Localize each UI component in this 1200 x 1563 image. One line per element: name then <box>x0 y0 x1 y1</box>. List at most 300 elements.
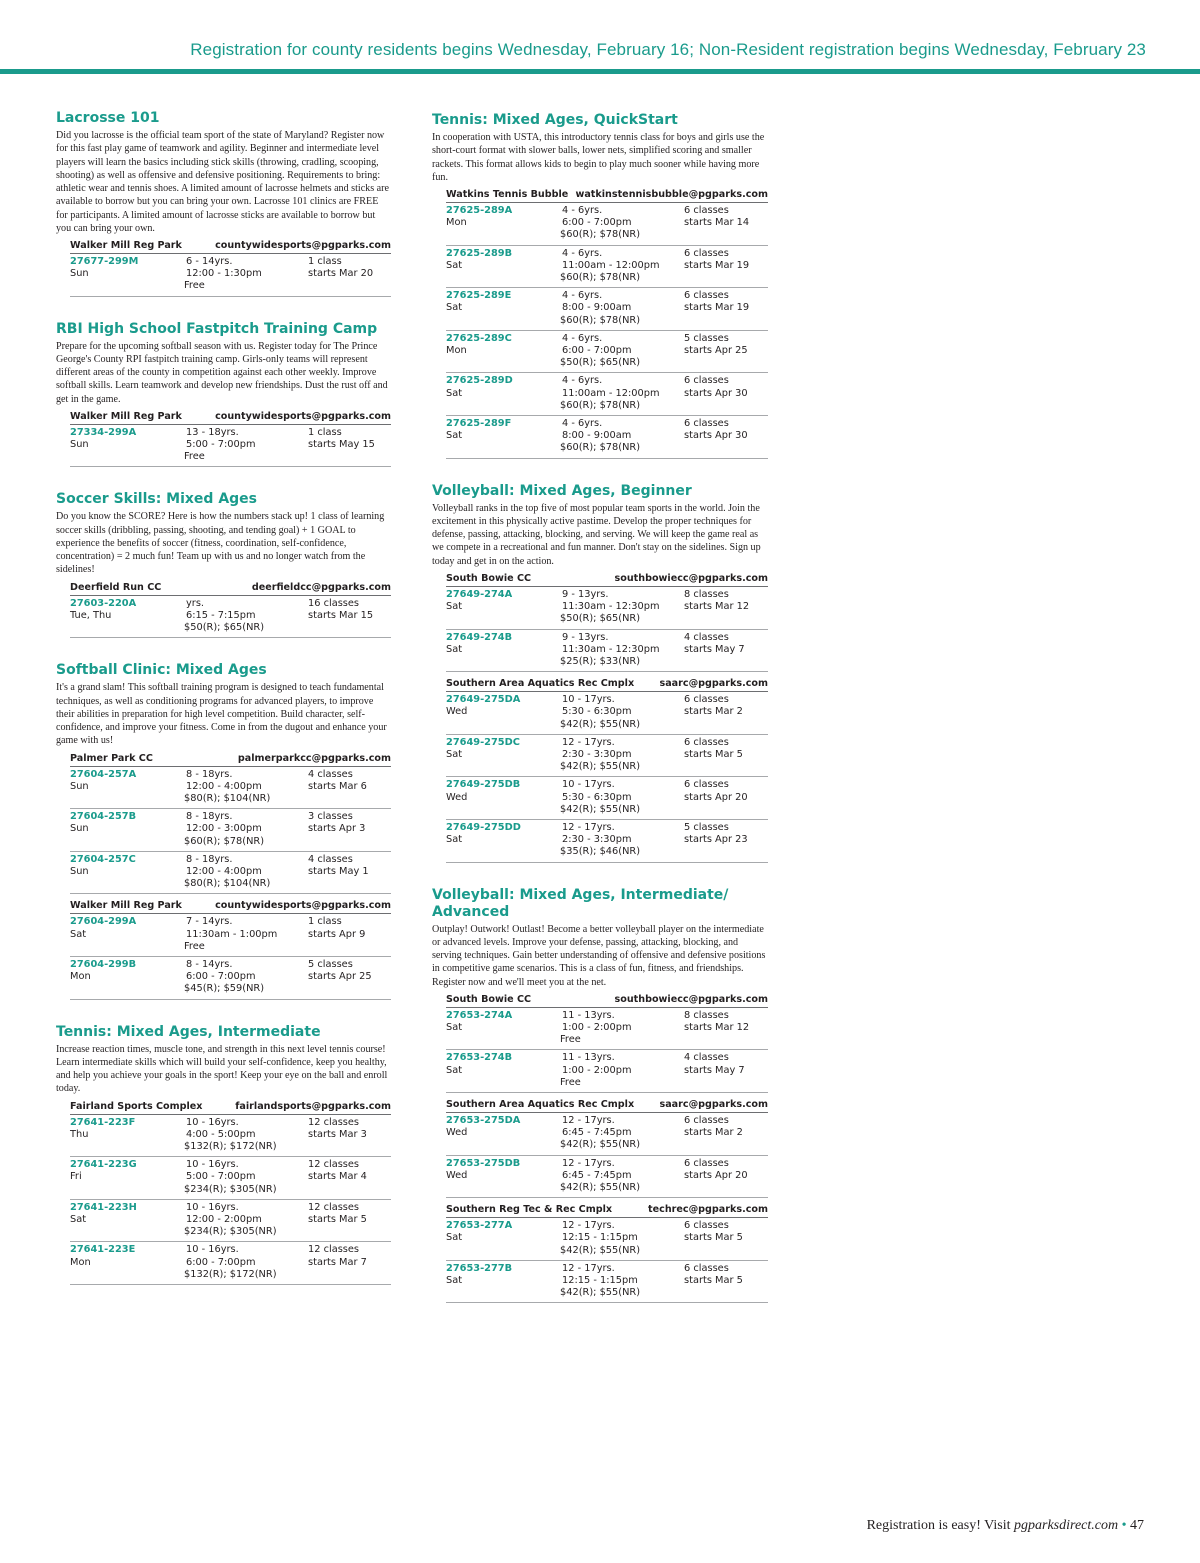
class-row <box>70 767 391 810</box>
class-time: 12:00 - 2:00pm <box>186 1214 262 1226</box>
code-cell <box>70 598 180 622</box>
class-days: Sun <box>70 439 89 451</box>
class-fee: Free <box>184 451 205 463</box>
location-group <box>70 239 391 297</box>
class-ages: 11 - 13yrs. <box>562 1009 615 1021</box>
activity-code-link[interactable]: 27625-289B <box>446 247 513 259</box>
class-time: 12:00 - 4:00pm <box>186 780 262 792</box>
location-header <box>446 993 768 1008</box>
activity-code-link[interactable]: 27603-220A <box>70 597 137 609</box>
code-cell <box>446 290 556 314</box>
class-start: starts Apr 30 <box>684 387 748 399</box>
location-email-link[interactable]: countywidesports@pgparks.com <box>215 410 391 422</box>
location-header <box>70 410 391 425</box>
class-count: 6 classes <box>684 779 729 791</box>
activity-code-link[interactable]: 27649-275DB <box>446 779 521 791</box>
class-ages: yrs. <box>186 597 205 609</box>
activity-code-link[interactable]: 27649-275DA <box>446 694 521 706</box>
class-count: 5 classes <box>684 332 729 344</box>
class-ages: 8 - 18yrs. <box>186 768 233 780</box>
class-time: 6:00 - 7:00pm <box>186 1256 256 1268</box>
class-time: 1:00 - 2:00pm <box>562 1064 632 1076</box>
activity-code-link[interactable]: 27677-299M <box>70 256 139 267</box>
class-time: 12:00 - 3:00pm <box>186 823 262 835</box>
location-name: Fairland Sports Complex <box>70 1100 203 1112</box>
class-fee: $50(R); $65(NR) <box>560 357 641 369</box>
class-count: 5 classes <box>684 821 729 833</box>
class-days: Sat <box>70 928 87 940</box>
class-row <box>70 957 391 1000</box>
class-count: 12 classes <box>308 1201 360 1213</box>
class-start: starts Mar 7 <box>308 1256 367 1268</box>
program-description: Did you lacrosse is the official team sport of the state of Maryland? Register now for this fast play game of teamwork and agility. Beginner and intermediate level players will learn the basics including stick skills (throwing, cradling, scooping, shooting) as well as offensive and defensive positioning. Requirements to bring: athletic wear and tennis shoes. A limited amount of lacrosse helmets and sticks are available to borrow but you can bring your own. Lacrosse 101 clinics are FREE for participants. A limited amount of lacrosse sticks are available to borrow but you can bring your own. <box>56 130 390 234</box>
class-time: 12:00 - 1:30pm <box>186 268 262 280</box>
session-cell <box>684 632 784 656</box>
class-time: 5:00 - 7:00pm <box>186 439 256 451</box>
location-email-link[interactable]: saarc@pgparks.com <box>659 678 768 690</box>
location-name: Palmer Park CC <box>70 752 153 764</box>
location-header <box>70 899 391 914</box>
class-fee: $50(R); $65(NR) <box>560 613 641 625</box>
activity-code-link[interactable]: 27604-257C <box>70 853 136 865</box>
location-email-link[interactable]: saarc@pgparks.com <box>659 1099 768 1111</box>
session-cell <box>308 1244 408 1268</box>
code-cell <box>446 632 556 656</box>
session-cell <box>308 854 408 878</box>
class-fee: Free <box>184 280 205 292</box>
activity-code-link[interactable]: 27649-274A <box>446 588 513 600</box>
activity-code-link[interactable]: 27625-289D <box>446 375 513 387</box>
code-cell <box>446 418 556 442</box>
class-time: 6:00 - 7:00pm <box>562 217 632 229</box>
class-row <box>70 596 391 639</box>
class-fee: $132(R); $172(NR) <box>184 1141 277 1153</box>
activity-code-link[interactable]: 27625-289C <box>446 332 512 344</box>
class-row <box>70 425 391 468</box>
class-time: 4:00 - 5:00pm <box>186 1128 256 1140</box>
program-description: It's a grand slam! This softball training program is designed to teach fundamental techniques, as well as conditioning programs for advanced players, to improve their abilities in preparation for high level competition. Build character, self-confidence, and improve your fitness. Come in from the dugout and enhance your game with us! <box>56 682 387 747</box>
session-cell <box>684 822 784 846</box>
class-start: starts Mar 12 <box>684 1022 750 1034</box>
class-start: starts Mar 12 <box>684 601 750 613</box>
session-cell <box>684 375 784 399</box>
class-start: starts Mar 2 <box>684 1127 743 1139</box>
class-fee: $45(R); $59(NR) <box>184 983 265 995</box>
location-group <box>446 993 768 1093</box>
class-time: 11:30am - 1:00pm <box>186 928 278 940</box>
session-cell <box>684 1115 784 1139</box>
session-cell <box>308 256 408 280</box>
footer-bullet: • <box>1121 1518 1127 1533</box>
schedule-table <box>70 1100 391 1285</box>
location-name: Walker Mill Reg Park <box>70 410 182 422</box>
code-cell <box>446 1263 556 1287</box>
code-cell <box>446 333 556 357</box>
banner-divider <box>0 69 1200 74</box>
class-days: Wed <box>446 706 468 718</box>
class-row <box>446 1261 768 1304</box>
class-days: Sun <box>70 823 89 835</box>
class-days: Mon <box>70 971 91 983</box>
class-time: 8:00 - 9:00am <box>562 430 632 442</box>
activity-code-link[interactable]: 27625-289E <box>446 290 512 302</box>
class-start: starts Mar 6 <box>308 780 367 792</box>
activity-code-link[interactable]: 27604-299A <box>70 916 137 928</box>
program-section <box>56 491 391 638</box>
footer-url-link[interactable]: pgparksdirect.com <box>1014 1518 1119 1533</box>
session-cell <box>684 290 784 314</box>
class-days: Thu <box>70 1128 89 1140</box>
activity-code-link[interactable]: 27604-299B <box>70 959 137 971</box>
session-cell <box>308 769 408 793</box>
class-count: 1 class <box>308 426 342 438</box>
session-cell <box>308 811 408 835</box>
class-days: Sat <box>446 1275 463 1287</box>
class-days: Tue, Thu <box>70 609 112 621</box>
class-ages: 9 - 13yrs. <box>562 631 609 643</box>
location-email-link[interactable]: techrec@pgparks.com <box>648 1204 768 1216</box>
activity-code-link[interactable]: 27649-274B <box>446 631 513 643</box>
class-start: starts Mar 19 <box>684 259 750 271</box>
session-cell <box>308 1117 408 1141</box>
class-time: 6:00 - 7:00pm <box>186 971 256 983</box>
location-email-link[interactable]: countywidesports@pgparks.com <box>215 240 391 251</box>
code-cell <box>446 205 556 229</box>
code-cell <box>446 1158 556 1182</box>
location-header <box>70 752 391 767</box>
class-ages: 4 - 6yrs. <box>562 418 603 430</box>
program-section <box>432 887 768 1304</box>
class-count: 6 classes <box>684 694 729 706</box>
session-cell <box>684 1010 784 1034</box>
class-row <box>446 203 768 246</box>
class-start: starts Mar 5 <box>684 748 743 760</box>
program-title: Volleyball: Mixed Ages, Beginner <box>432 482 692 499</box>
class-row <box>70 1200 391 1243</box>
session-cell <box>684 1220 784 1244</box>
class-start: starts Mar 5 <box>308 1214 367 1226</box>
code-cell <box>70 959 180 983</box>
class-days: Sat <box>446 834 463 846</box>
location-name: Watkins Tennis Bubble <box>446 189 569 200</box>
class-row <box>446 735 768 778</box>
class-start: starts May 1 <box>308 866 369 877</box>
class-ages: 4 - 6yrs. <box>562 290 603 302</box>
program-title: Softball Clinic: Mixed Ages <box>56 662 267 679</box>
registration-banner: Registration for county residents begins Wednesday, February 16; Non-Resident registration begins Wednesday, February 23 <box>190 40 1146 59</box>
class-fee: $80(R); $104(NR) <box>184 792 271 804</box>
class-start: starts Apr 9 <box>308 928 366 940</box>
class-fee: $234(R); $305(NR) <box>184 1183 277 1195</box>
class-count: 3 classes <box>308 811 353 823</box>
right-column <box>432 112 768 1327</box>
program-title: Tennis: Mixed Ages, QuickStart <box>432 112 678 128</box>
location-email-link[interactable]: fairlandsports@pgparks.com <box>235 1100 391 1112</box>
code-cell <box>70 811 180 835</box>
class-fee: $42(R); $55(NR) <box>560 761 641 773</box>
class-row <box>446 630 768 673</box>
class-row <box>70 914 391 957</box>
activity-code-link[interactable]: 27604-257B <box>70 811 137 823</box>
class-time: 2:30 - 3:30pm <box>562 834 632 846</box>
class-start: starts Apr 25 <box>684 345 748 357</box>
class-ages: 6 - 14yrs. <box>186 256 233 267</box>
activity-code-link[interactable]: 27649-275DD <box>446 821 521 833</box>
class-ages: 12 - 17yrs. <box>562 1115 615 1127</box>
session-cell <box>308 1159 408 1183</box>
class-start: starts Mar 14 <box>684 217 750 229</box>
class-time: 11:30am - 12:30pm <box>562 601 660 613</box>
class-fee: Free <box>560 1034 581 1046</box>
location-header <box>446 677 768 692</box>
location-email-link[interactable]: southbowiecc@pgparks.com <box>614 993 768 1005</box>
program-title: Tennis: Mixed Ages, Intermediate <box>56 1023 321 1040</box>
activity-code-link[interactable]: 27641-223E <box>70 1244 136 1256</box>
class-time: 6:15 - 7:15pm <box>186 609 256 621</box>
class-start: starts May 7 <box>684 1064 745 1076</box>
program-title: RBI High School Fastpitch Training Camp <box>56 320 378 337</box>
class-start: starts Mar 19 <box>684 302 750 314</box>
class-ages: 12 - 17yrs. <box>562 1262 615 1274</box>
class-ages: 9 - 13yrs. <box>562 588 609 600</box>
class-row <box>446 1156 768 1199</box>
code-cell <box>70 427 180 451</box>
class-days: Sat <box>446 387 463 399</box>
class-days: Wed <box>446 1127 468 1139</box>
class-fee: $234(R); $305(NR) <box>184 1226 277 1238</box>
program-description: Outplay! Outwork! Outlast! Become a better volleyball player on the intermediate or advanced levels. Improve your defense, passing, attacking, blocking, and serving techniques. Gain better understanding of offensive and defensive positions in competitive game scenarios. This is a class of fun, fitness, and friendships. Register now and we'll meet you at the net. <box>432 923 766 988</box>
location-email-link[interactable]: deerfieldcc@pgparks.com <box>251 581 391 593</box>
location-group <box>446 188 768 459</box>
class-count: 6 classes <box>684 1220 729 1232</box>
code-cell <box>446 694 556 718</box>
class-fee: $132(R); $172(NR) <box>184 1268 277 1280</box>
location-name: Deerfield Run CC <box>70 581 162 593</box>
activity-code-link[interactable]: 27649-275DC <box>446 736 520 748</box>
class-start: starts Apr 25 <box>308 971 372 983</box>
class-start: starts Mar 15 <box>308 609 374 621</box>
code-cell <box>70 769 180 793</box>
class-count: 4 classes <box>684 631 729 643</box>
class-count: 12 classes <box>308 1159 360 1171</box>
program-description: Volleyball ranks in the top five of most popular team sports in the world. Join the excitement in this physically active pastime. Develop the proper techniques for defense, passing, attacking, blocking, and serving. We will keep the game real as we compete in a recreational and fun manner. Don't stay on the sidelines. Sign up today and get in on the action. <box>432 502 761 567</box>
class-ages: 10 - 16yrs. <box>186 1116 239 1128</box>
program-section <box>432 483 768 863</box>
class-count: 6 classes <box>684 736 729 748</box>
activity-code-link[interactable]: 27641-223G <box>70 1159 137 1171</box>
class-count: 6 classes <box>684 1262 729 1274</box>
activity-code-link[interactable]: 27653-277A <box>446 1220 513 1232</box>
class-count: 6 classes <box>684 1157 729 1169</box>
activity-code-link[interactable]: 27641-223F <box>70 1116 136 1128</box>
class-days: Sun <box>70 780 89 792</box>
location-email-link[interactable]: palmerparkcc@pgparks.com <box>237 752 391 764</box>
class-days: Mon <box>446 217 467 229</box>
class-time: 6:45 - 7:45pm <box>562 1127 632 1139</box>
code-cell <box>70 1117 180 1141</box>
class-count: 5 classes <box>308 959 353 971</box>
code-cell <box>446 737 556 761</box>
activity-code-link[interactable]: 27625-289A <box>446 205 513 216</box>
session-cell <box>308 427 408 451</box>
program-section <box>432 112 768 459</box>
location-group <box>70 581 391 639</box>
page-number: 47 <box>1130 1518 1144 1533</box>
code-cell <box>446 822 556 846</box>
class-days: Sat <box>446 1064 463 1076</box>
location-email-link[interactable]: watkinstennisbubble@pgparks.com <box>575 189 768 200</box>
program-description: Increase reaction times, muscle tone, and strength in this next level tennis course! Learn intermediate skills which will build your self-confidence, keep you healthy, and help you achieve your goals in the sport! Keep your eye on the ball and enroll today. <box>56 1043 388 1095</box>
code-cell <box>70 854 180 878</box>
class-fee: Free <box>560 1076 581 1088</box>
session-cell <box>684 205 784 229</box>
class-days: Sat <box>446 1232 463 1244</box>
location-name: Walker Mill Reg Park <box>70 900 182 912</box>
class-ages: 10 - 16yrs. <box>186 1159 239 1171</box>
program-description: Prepare for the upcoming softball season with us. Register today for The Prince George's County RPI fastpitch training camp. Girls-only teams will represent different areas of the county in competition against each other weekly. Improve softball skills. Learn teamwork and develop new friendships. Dust the rust off and get in the game. <box>56 340 388 405</box>
location-group <box>70 899 391 999</box>
class-ages: 4 - 6yrs. <box>562 332 603 344</box>
class-ages: 12 - 17yrs. <box>562 821 615 833</box>
class-row <box>446 416 768 459</box>
activity-code-link[interactable]: 27653-275DA <box>446 1115 521 1127</box>
class-ages: 13 - 18yrs. <box>186 426 239 438</box>
activity-code-link[interactable]: 27653-274A <box>446 1009 513 1021</box>
location-name: Walker Mill Reg Park <box>70 240 182 251</box>
class-ages: 8 - 18yrs. <box>186 811 233 823</box>
footer-visit: Visit <box>984 1518 1011 1533</box>
class-start: starts Mar 4 <box>308 1171 367 1183</box>
class-days: Sat <box>70 1214 87 1226</box>
class-fee: $60(R); $78(NR) <box>184 835 265 847</box>
class-ages: 10 - 16yrs. <box>186 1244 239 1256</box>
class-days: Wed <box>446 1169 468 1181</box>
class-time: 11:00am - 12:00pm <box>562 387 660 399</box>
class-time: 5:30 - 6:30pm <box>562 706 632 718</box>
location-header <box>446 1203 768 1218</box>
class-start: starts Mar 5 <box>684 1232 743 1244</box>
class-time: 8:00 - 9:00am <box>562 302 632 314</box>
session-cell <box>684 779 784 803</box>
class-days: Sun <box>70 268 89 280</box>
session-cell <box>308 959 408 983</box>
class-ages: 12 - 17yrs. <box>562 736 615 748</box>
class-start: starts Apr 20 <box>684 791 748 803</box>
schedule-table <box>70 410 391 468</box>
location-group <box>446 572 768 672</box>
class-days: Sat <box>446 1022 463 1034</box>
code-cell <box>70 1159 180 1183</box>
code-cell <box>446 1115 556 1139</box>
schedule-table <box>70 581 391 639</box>
location-group <box>70 410 391 468</box>
class-start: starts Apr 30 <box>684 430 748 442</box>
class-start: starts May 15 <box>308 439 375 451</box>
class-count: 4 classes <box>308 853 353 865</box>
class-start: starts Apr 23 <box>684 834 748 846</box>
page-footer <box>867 1518 1144 1534</box>
activity-code-link[interactable]: 27641-223H <box>70 1201 137 1213</box>
class-count: 6 classes <box>684 247 729 259</box>
class-days: Sat <box>446 643 463 655</box>
location-group <box>446 677 768 862</box>
class-fee: $60(R); $78(NR) <box>560 229 641 241</box>
class-ages: 10 - 17yrs. <box>562 694 615 706</box>
class-ages: 4 - 6yrs. <box>562 205 603 216</box>
class-fee: $50(R); $65(NR) <box>184 622 265 634</box>
class-ages: 8 - 18yrs. <box>186 853 233 865</box>
code-cell <box>446 779 556 803</box>
location-header <box>70 1100 391 1115</box>
code-cell <box>446 1220 556 1244</box>
class-fee: $60(R); $78(NR) <box>560 399 641 411</box>
location-email-link[interactable]: countywidesports@pgparks.com <box>215 900 391 912</box>
class-count: 12 classes <box>308 1244 360 1256</box>
activity-code-link[interactable]: 27653-277B <box>446 1262 513 1274</box>
class-row <box>70 852 391 895</box>
location-group <box>70 752 391 895</box>
program-title: Lacrosse 101 <box>56 110 160 126</box>
class-ages: 7 - 14yrs. <box>186 916 233 928</box>
location-name: South Bowie CC <box>446 993 532 1005</box>
class-days: Sat <box>446 302 463 314</box>
program-section <box>56 1024 391 1285</box>
class-row <box>70 1115 391 1158</box>
class-fee: $60(R); $78(NR) <box>560 442 641 454</box>
location-group <box>70 1100 391 1285</box>
activity-code-link[interactable]: 27604-257A <box>70 768 137 780</box>
session-cell <box>308 916 408 940</box>
class-count: 4 classes <box>684 1052 729 1064</box>
class-count: 6 classes <box>684 418 729 430</box>
activity-code-link[interactable]: 27625-289F <box>446 418 512 430</box>
class-start: starts Apr 20 <box>684 1169 748 1181</box>
class-days: Sat <box>446 748 463 760</box>
class-ages: 8 - 14yrs. <box>186 959 233 971</box>
session-cell <box>684 737 784 761</box>
class-start: starts Mar 3 <box>308 1128 367 1140</box>
activity-code-link[interactable]: 27653-274B <box>446 1052 513 1064</box>
code-cell <box>446 375 556 399</box>
class-start: starts Apr 3 <box>308 823 366 835</box>
location-email-link[interactable]: southbowiecc@pgparks.com <box>614 572 768 584</box>
location-header <box>446 572 768 587</box>
class-count: 16 classes <box>308 597 360 609</box>
class-row <box>70 809 391 852</box>
location-group <box>446 1203 768 1303</box>
schedule-table <box>446 188 768 459</box>
class-row <box>446 246 768 289</box>
activity-code-link[interactable]: 27653-275DB <box>446 1157 521 1169</box>
activity-code-link[interactable]: 27334-299A <box>70 426 137 438</box>
class-time: 1:00 - 2:00pm <box>562 1022 632 1034</box>
class-row <box>446 1113 768 1156</box>
program-section <box>56 662 391 999</box>
class-count: 1 class <box>308 256 342 267</box>
code-cell <box>70 916 180 940</box>
class-row <box>70 254 391 297</box>
class-days: Fri <box>70 1171 82 1183</box>
class-days: Sat <box>446 601 463 613</box>
class-count: 1 class <box>308 916 342 928</box>
class-start: starts May 7 <box>684 643 745 655</box>
class-count: 8 classes <box>684 588 729 600</box>
class-fee: $60(R); $78(NR) <box>560 272 641 284</box>
class-fee: $42(R); $55(NR) <box>560 1139 641 1151</box>
class-ages: 10 - 16yrs. <box>186 1201 239 1213</box>
location-group <box>446 1098 768 1198</box>
class-days: Sat <box>446 259 463 271</box>
